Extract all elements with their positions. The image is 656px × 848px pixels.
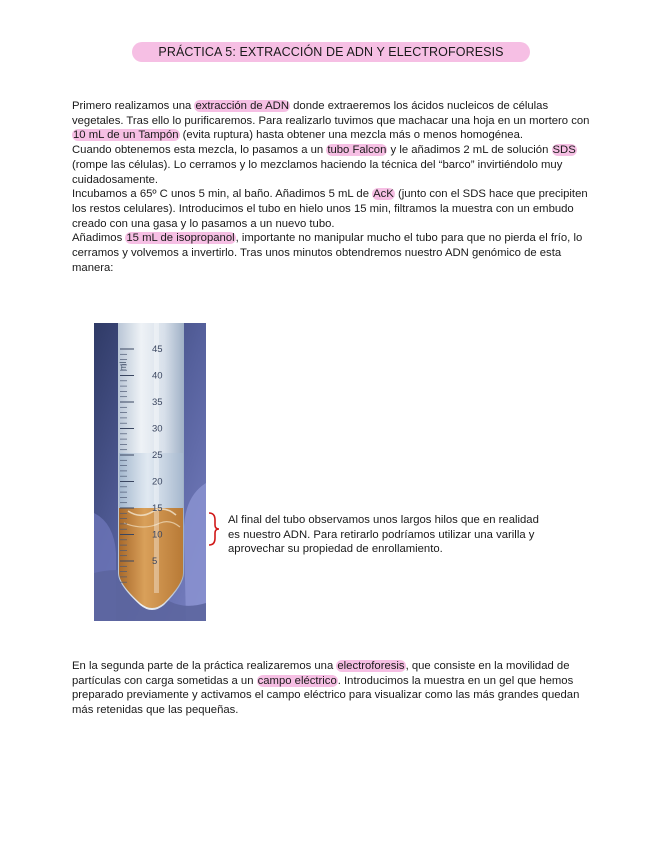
part2-text-2: , que consiste en la movilidad de partículas con carga sometidas a un — [72, 660, 570, 687]
tube-scale-label: 30 — [152, 423, 163, 435]
tube-illustration — [94, 323, 206, 621]
tube-scale-label: 20 — [152, 476, 163, 488]
brace-bracket — [206, 512, 220, 546]
intro-text-7: Incubamos a 65º C unos 5 min, al baño. Añadimos 5 mL de — [72, 188, 373, 201]
intro-text-8: (junto con el SDS hace que precipiten los restos celulares). Introducimos el tubo en hielo unos 15 min, filtramos la muestra con un embudo creado con una gasa y lo pasamos a un nuevo tubo. — [72, 188, 588, 230]
tube-scale-label: 40 — [152, 370, 163, 382]
highlight-falcon-tube: tubo Falcon — [327, 144, 387, 157]
highlight-sds: SDS — [552, 144, 576, 157]
part2-text-1: En la segunda parte de la práctica realizaremos una — [72, 660, 337, 672]
part2-text-3: . Introducimos la muestra en un gel que hemos preparado previamente y activamos el campo eléctrico para visualizar como las más grandes quedan más retenidas que las pequeñas. — [72, 674, 580, 717]
intro-text-6: (rompe las células). Lo cerramos y lo mezclamos haciendo la técnica del “barco” invirtiéndolo muy cuidadosamente. — [72, 158, 563, 186]
tube-scale-label: 5 — [152, 556, 158, 567]
intro-text-1: Primero realizamos una — [72, 100, 195, 112]
intro-text-3: (evita ruptura) hasta obtener una mezcla más o menos homogénea. — [179, 129, 524, 142]
intro-text-10: , importante no manipular mucho el tubo para que no pierda el frío, lo cerramos y volvemos a invertirlo. Tras unos minutos obtendremos nuestro ADN genómico de esta manera: — [72, 232, 583, 274]
highlight-electrophoresis: electroforesis — [337, 660, 405, 672]
intro-text-4: Cuando obtenemos esta mezcla, lo pasamos a un — [72, 144, 327, 157]
tube-caption: Al final del tubo observamos unos largos hilos que en realidad es nuestro ADN. Para retirarlo podríamos utilizar una varilla y aprovechar su propiedad de enrollamiento. — [228, 514, 539, 556]
tube-clear-layer — [119, 453, 183, 508]
page-title: PRÁCTICA 5: EXTRACCIÓN DE ADN Y ELECTROFORESIS — [132, 42, 530, 62]
intro-text-5: y le añadimos 2 mL de solución — [387, 144, 552, 157]
tube-brand: ml — [118, 361, 128, 371]
electrophoresis-paragraph — [72, 659, 602, 718]
tube-scale-label: 35 — [152, 397, 163, 408]
highlight-electric-field: campo eléctrico — [257, 674, 337, 687]
intro-text-2: donde extraeremos los ácidos nucleicos de células vegetales. Tras ello lo purificaremos. Para realizarlo tuvimos que machacar una hoja en un mortero con — [72, 100, 590, 127]
intro-paragraph — [72, 99, 602, 275]
tube-scale-label: 10 — [152, 529, 163, 541]
tube-scale-label: 25 — [152, 450, 163, 461]
intro-text-9: Añadimos — [72, 232, 126, 245]
tube-scale-label: 15 — [152, 503, 163, 514]
highlight-isopropanol: 15 mL de isopropanol — [126, 232, 235, 245]
highlight-buffer: 10 mL de un Tampón — [73, 129, 179, 142]
tube-scale-label: 45 — [152, 344, 163, 355]
highlight-ack: AcK — [373, 188, 394, 201]
falcon-tube-photo — [94, 323, 206, 621]
highlight-dna-extraction: extracción de ADN — [195, 100, 289, 112]
